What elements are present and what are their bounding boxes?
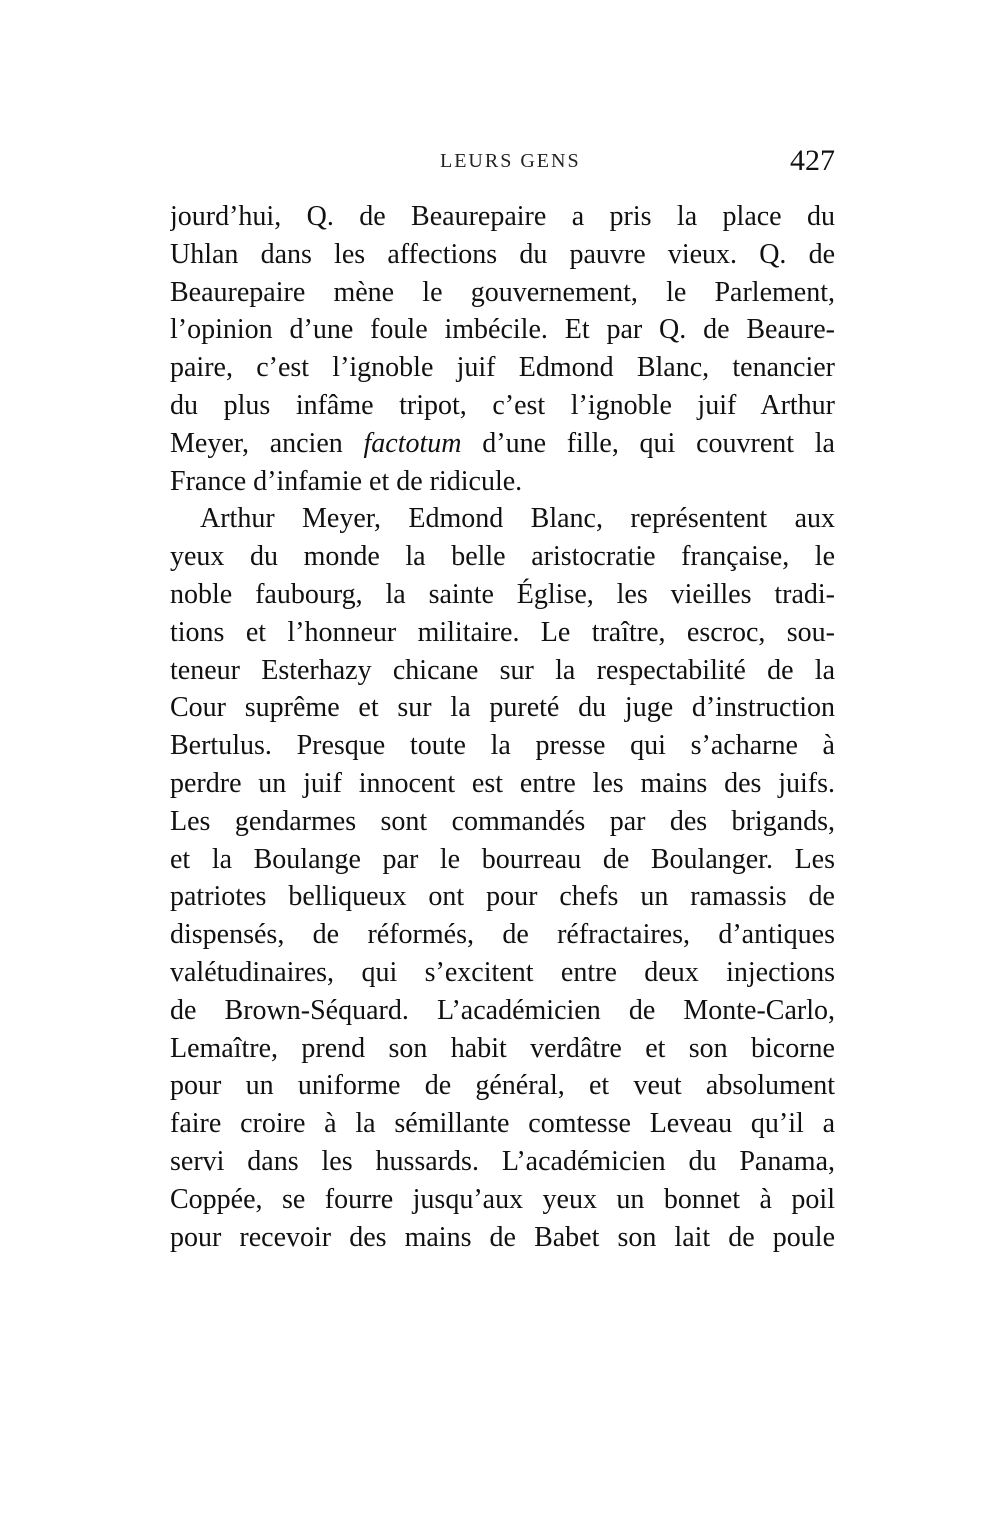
text-line: du plus infâme tripot, c’est l’ignoble juif Arthur	[170, 389, 835, 421]
text-run: d’une fille, qui couvrent la	[461, 427, 835, 459]
text-line: Bertulus. Presque toute la presse qui s’acharne à	[170, 730, 835, 762]
text-line: patriotes belliqueux ont pour chefs un ramassis de	[170, 881, 835, 913]
text-line: Les gendarmes sont commandés par des brigands,	[170, 805, 835, 837]
text-line: yeux du monde la belle aristocratie française, le	[170, 541, 835, 573]
text-line: dispensés, de réformés, de réfractaires, d’antiques	[170, 919, 835, 951]
running-head	[170, 144, 835, 184]
text-line: faire croire à la sémillante comtesse Leveau qu’il a	[170, 1108, 835, 1140]
text-line: Uhlan dans les affections du pauvre vieux. Q. de	[170, 238, 835, 270]
text-line: pour recevoir des mains de Babet son lait de poule	[170, 1221, 835, 1253]
body-text	[170, 198, 835, 1256]
text-line: valétudinaires, qui s’excitent entre deux injections	[170, 956, 835, 988]
text-line: tions et l’honneur militaire. Le traître, escroc, sou-	[170, 616, 835, 648]
text-line: Lemaître, prend son habit verdâtre et son bicorne	[170, 1032, 835, 1064]
text-line: servi dans les hussards. L’académicien du Panama,	[170, 1145, 835, 1177]
text-line: jourd’hui, Q. de Beaurepaire a pris la place du	[170, 201, 835, 232]
text-line: Coppée, se fourre jusqu’aux yeux un bonnet à poil	[170, 1183, 835, 1215]
text-line: pour un uniforme de général, et veut absolument	[170, 1070, 835, 1102]
text-line: Beaurepaire mène le gouvernement, le Parlement,	[170, 276, 835, 308]
running-title: LEURS GENS	[440, 150, 581, 172]
text-line: noble faubourg, la sainte Église, les vieilles tradi-	[170, 578, 835, 610]
paragraph-start-line: Arthur Meyer, Edmond Blanc, représentent aux	[200, 503, 835, 535]
text-line: et la Boulange par le bourreau de Boulanger. Les	[170, 843, 835, 875]
text-line: de Brown-Séquard. L’académicien de Monte-Carlo,	[170, 994, 835, 1026]
text-line: paire, c’est l’ignoble juif Edmond Blanc, tenancier	[170, 352, 835, 384]
text-line: l’opinion d’une foule imbécile. Et par Q. de Beaure-	[170, 314, 835, 346]
text-run: Meyer, ancien	[170, 427, 364, 459]
page-number: 427	[790, 144, 835, 177]
text-line: Cour suprême et sur la pureté du juge d’instruction	[170, 692, 835, 724]
paragraph-end-line: France d’infamie et de ridicule.	[170, 465, 523, 497]
text-line	[170, 425, 835, 463]
text-line: teneur Esterhazy chicane sur la respectabilité de la	[170, 654, 835, 686]
text-line: perdre un juif innocent est entre les mains des juifs.	[170, 767, 835, 799]
italic-word: factotum	[363, 427, 462, 459]
